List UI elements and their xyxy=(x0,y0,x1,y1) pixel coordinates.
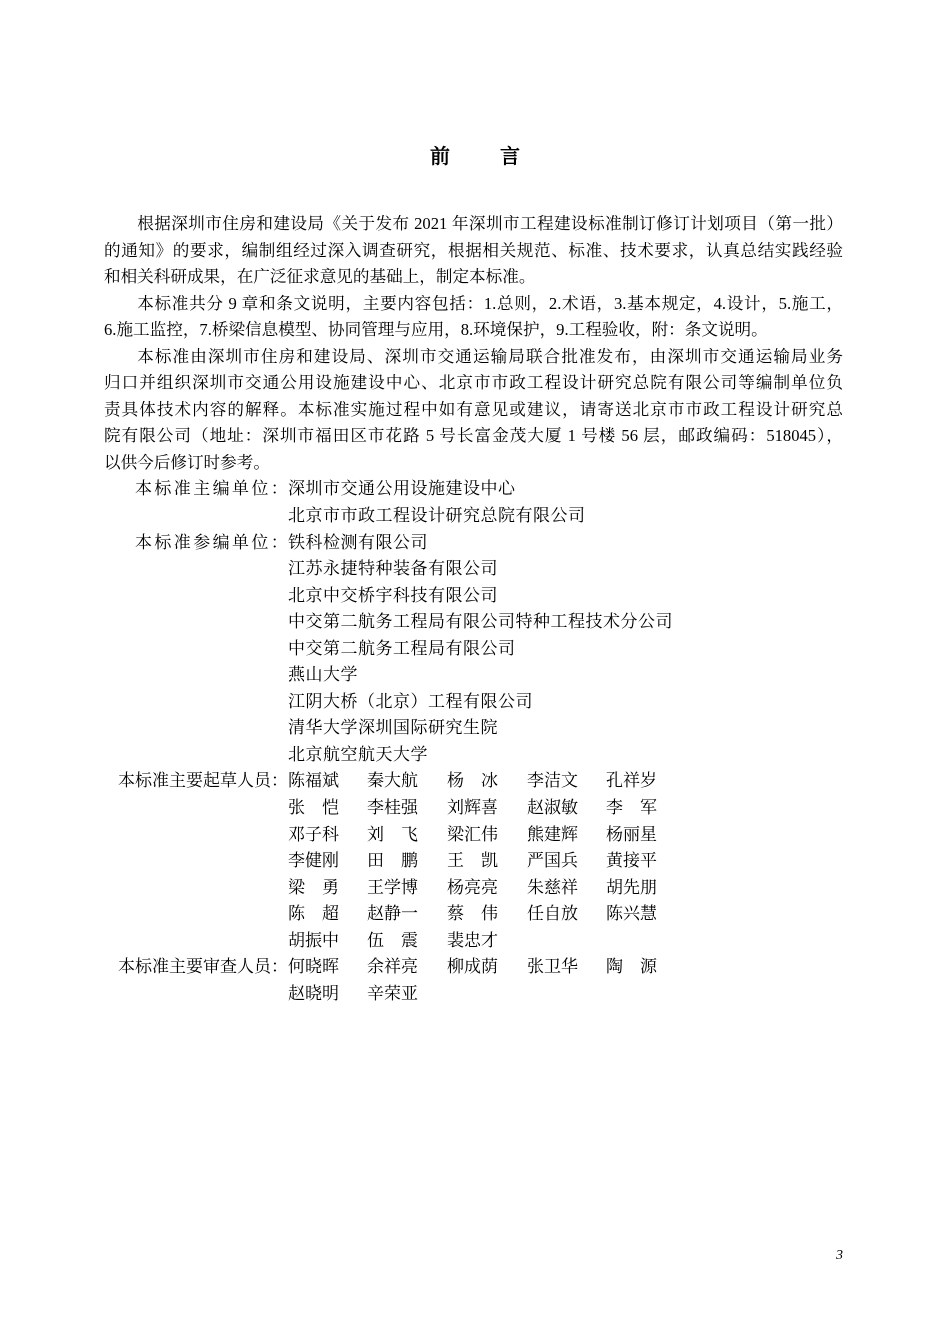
person-name: 孔祥岁 xyxy=(606,771,657,791)
reviewers-row xyxy=(104,981,843,1008)
person-name: 刘 飞 xyxy=(367,824,418,844)
person-name: 胡振中 xyxy=(288,930,339,950)
person-name: 李洁文 xyxy=(527,771,578,791)
drafters-row xyxy=(104,795,843,822)
person-name: 余祥亮 xyxy=(367,957,418,977)
person-name: 赵晓明 xyxy=(288,983,339,1003)
preface-body xyxy=(104,211,843,1007)
participating-units-row xyxy=(104,530,843,557)
participating-units-row xyxy=(104,556,843,583)
chief-units-row xyxy=(104,476,843,503)
paragraph-line: 责具体技术内容的解释。本标准实施过程中如有意见或建议，请寄送北京市市政工程设计研究总 xyxy=(104,399,843,419)
unit-name: 北京市市政工程设计研究总院有限公司 xyxy=(288,506,586,526)
paragraph-line: 根据深圳市住房和建设局《关于发布 2021 年深圳市工程建设标准制订修订计划项目（第一批） xyxy=(137,214,843,233)
person-name: 王 凯 xyxy=(447,851,498,871)
person-name: 蔡 伟 xyxy=(447,904,498,924)
person-name: 伍 震 xyxy=(367,930,418,950)
person-name: 辛荣亚 xyxy=(367,983,418,1003)
participating-units-row xyxy=(104,583,843,610)
reviewers-label: 本标准主要审查人员： xyxy=(118,957,288,977)
person-name: 陈福斌 xyxy=(288,771,339,791)
unit-name: 北京中交桥宇科技有限公司 xyxy=(288,585,498,605)
drafters-row xyxy=(104,822,843,849)
person-name: 柳成荫 xyxy=(447,957,498,977)
chief-units-label: 本标准主编单位： xyxy=(135,479,291,499)
drafters-row xyxy=(104,768,843,795)
paragraph-line: 6.施工监控，7.桥梁信息模型、协同管理与应用，8.环境保护，9.工程验收，附：条文说明。 xyxy=(104,320,768,340)
person-name: 田 鹏 xyxy=(367,851,418,871)
preface-title: 前言 xyxy=(430,146,570,168)
person-name: 熊建辉 xyxy=(527,824,578,844)
person-name: 何晓晖 xyxy=(288,957,339,977)
person-name: 裴忠才 xyxy=(447,930,498,950)
drafters-row xyxy=(104,901,843,928)
paragraph-line: 本标准由深圳市住房和建设局、深圳市交通运输局联合批准发布，由深圳市交通运输局业务 xyxy=(137,346,843,366)
paragraph-line: 以供今后修订时参考。 xyxy=(104,452,270,472)
drafters-row xyxy=(104,928,843,955)
reviewers-row xyxy=(104,954,843,981)
person-name: 陶 源 xyxy=(606,957,657,977)
unit-name: 江苏永捷特种装备有限公司 xyxy=(288,559,498,579)
person-name: 严国兵 xyxy=(527,851,578,871)
person-name: 任自放 xyxy=(527,904,578,924)
paragraph-line: 院有限公司（地址：深圳市福田区市花路 5 号长富金茂大厦 1 号楼 56 层，邮政编码：518045）， xyxy=(104,426,843,446)
person-name: 梁 勇 xyxy=(288,877,339,897)
person-name: 陈 超 xyxy=(288,904,339,924)
person-name: 张卫华 xyxy=(527,957,578,977)
person-name: 胡先朋 xyxy=(606,877,657,897)
person-name: 张 恺 xyxy=(288,798,339,818)
person-name: 赵淑敏 xyxy=(527,798,578,818)
person-name: 王学博 xyxy=(367,877,418,897)
paragraph-line: 归口并组织深圳市交通公用设施建设中心、北京市市政工程设计研究总院有限公司等编制单位负 xyxy=(104,373,843,393)
unit-name: 中交第二航务工程局有限公司特种工程技术分公司 xyxy=(288,612,673,632)
page-number: 3 xyxy=(836,1248,843,1263)
person-name: 秦大航 xyxy=(367,771,418,791)
unit-name: 北京航空航天大学 xyxy=(288,744,428,764)
person-name: 陈兴慧 xyxy=(606,904,657,924)
unit-name: 铁科检测有限公司 xyxy=(288,532,428,552)
paragraph-line: 的通知》的要求，编制组经过深入调查研究，根据相关规范、标准、技术要求，认真总结实践经验 xyxy=(104,240,843,260)
chief-units-row xyxy=(104,503,843,530)
unit-name: 深圳市交通公用设施建设中心 xyxy=(288,479,516,499)
unit-name: 中交第二航务工程局有限公司 xyxy=(288,638,516,658)
person-name: 朱慈祥 xyxy=(527,877,578,897)
participating-units-label: 本标准参编单位： xyxy=(135,532,291,552)
person-name: 梁汇伟 xyxy=(447,824,498,844)
participating-units-row xyxy=(104,662,843,689)
paragraph-line: 和相关科研成果，在广泛征求意见的基础上，制定本标准。 xyxy=(104,267,536,287)
participating-units-row xyxy=(104,689,843,716)
unit-name: 清华大学深圳国际研究生院 xyxy=(288,718,498,738)
person-name: 杨亮亮 xyxy=(447,877,498,897)
drafters-row xyxy=(104,875,843,902)
paragraph-line: 本标准共分 9 章和条文说明，主要内容包括：1.总则，2.术语，3.基本规定，4.设计，5.施工， xyxy=(137,293,843,313)
participating-units-row xyxy=(104,636,843,663)
drafters-row xyxy=(104,848,843,875)
person-name: 杨 冰 xyxy=(447,771,498,791)
unit-name: 江阴大桥（北京）工程有限公司 xyxy=(288,691,533,711)
person-name: 黄接平 xyxy=(606,851,657,871)
person-name: 李桂强 xyxy=(367,798,418,818)
drafters-label: 本标准主要起草人员： xyxy=(118,771,288,791)
person-name: 邓子科 xyxy=(288,824,339,844)
person-name: 赵静一 xyxy=(367,904,418,924)
unit-name: 燕山大学 xyxy=(288,665,358,685)
participating-units-row xyxy=(104,609,843,636)
person-name: 李健刚 xyxy=(288,851,339,871)
participating-units-row xyxy=(104,742,843,769)
participating-units-row xyxy=(104,715,843,742)
person-name: 杨丽星 xyxy=(606,824,657,844)
person-name: 李 军 xyxy=(606,798,657,818)
person-name: 刘辉喜 xyxy=(447,798,498,818)
